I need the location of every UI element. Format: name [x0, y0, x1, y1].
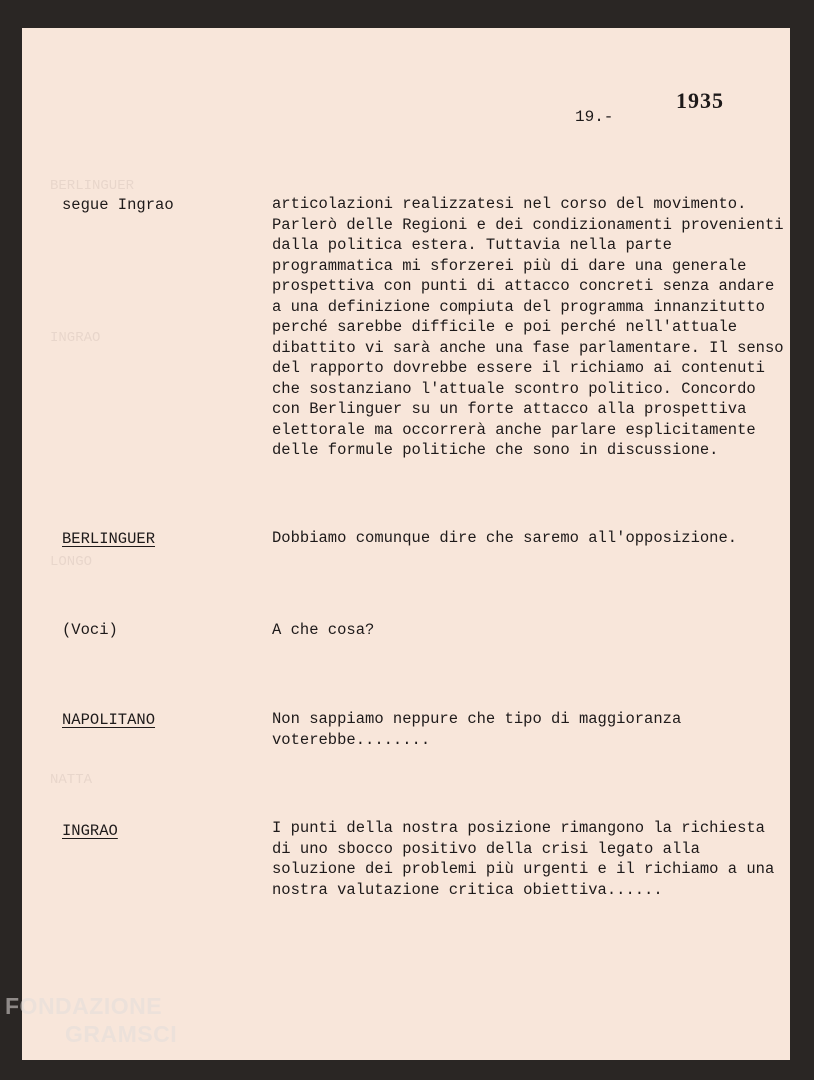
speech-text: I punti della nostra posizione rimangono la richiesta di uno sbocco positivo della crisi legato alla soluzione dei problemi più urgenti e il richiamo a una nostra valutazione critica obiettiva...... — [272, 819, 775, 899]
speech-text: A che cosa? — [272, 621, 375, 639]
speaker-label: INGRAO — [62, 822, 118, 840]
bleed-through-text: LONGO — [50, 554, 93, 570]
speaker-label: BERLINGUER — [62, 530, 156, 548]
bleed-through-text: INGRAO — [50, 330, 101, 346]
speaker-label: NAPOLITANO — [62, 711, 156, 729]
speaker-label: segue Ingrao — [62, 196, 174, 214]
archive-watermark — [5, 992, 177, 1048]
speech-text: Dobbiamo comunque dire che saremo all'opposizione. — [272, 529, 738, 547]
watermark-line: FONDAZIONE — [5, 993, 163, 1019]
watermark-line: GRAMSCI — [65, 1021, 178, 1047]
speech-text: articolazioni realizzatesi nel corso del movimento. Parlerò delle Regioni e dei condizionamenti provenienti dalla politica estera. Tuttavia nella parte programmatica mi sforzerei più di dare una generale prospettiva con punti di attacco concreti senza andare a una definizione compiuta del programma innanzitutto perché sarebbe difficile e poi perché nell'attuale dibattito vi sarà anche una fase parlamentare. Il senso del rapporto dovrebbe essere il richiamo ai contenuti che sostanziano l'attuale scontro politico. Concordo con Berlinguer su un forte attacco alla prospettiva elettorale ma occorrerà anche parlare esplicitamente delle formule politiche che sono in discussione. — [272, 195, 784, 459]
document-page — [22, 28, 790, 1060]
archive-stamp-number: 1935 — [676, 88, 724, 113]
bleed-through-text: NATTA — [50, 772, 93, 788]
page-number: 19.- — [575, 108, 614, 126]
speaker-label: (Voci) — [62, 621, 118, 639]
bleed-through-text: BERLINGUER — [50, 178, 135, 194]
speech-text: Non sappiamo neppure che tipo di maggioranza voterebbe........ — [272, 710, 682, 749]
